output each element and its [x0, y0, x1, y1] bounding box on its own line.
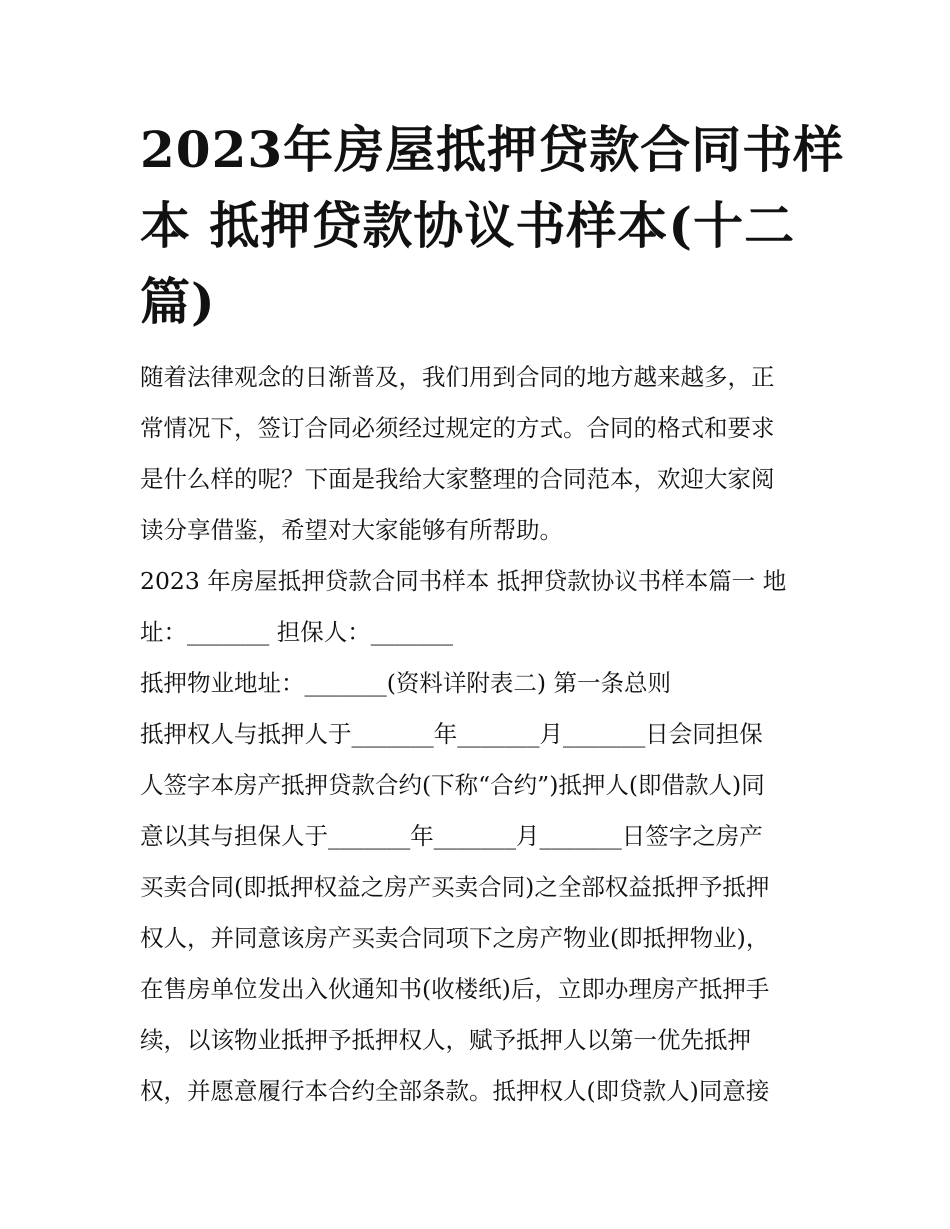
body-line: 权，并愿意履行本合约全部条款。抵押权人(即贷款人)同意接 [140, 1077, 770, 1105]
body-line: 抵押物业地址：_______(资料详附表二) 第一条总则 [140, 669, 672, 697]
body-line: 址：_______ 担保人：_______ [140, 618, 453, 646]
title-line: 篇) [140, 272, 216, 331]
body-line: 权人，并同意该房产买卖合同项下之房产物业(即抵押物业)， [140, 924, 770, 952]
body-line: 是什么样的呢？下面是我给大家整理的合同范本，欢迎大家阅 [140, 465, 775, 493]
title-line: 2023年房屋抵押贷款合同书样 [140, 120, 845, 179]
body-line: 买卖合同(即抵押权益之房产买卖合同)之全部权益抵押予抵押 [140, 873, 770, 901]
body-line: 意以其与担保人于_______年_______月_______日签字之房产 [140, 822, 763, 850]
document-body [140, 352, 830, 1117]
body-line: 随着法律观念的日渐普及，我们用到合同的地方越来越多，正 [140, 363, 775, 391]
document-title [140, 112, 845, 340]
body-line: 常情况下，签订合同必须经过规定的方式。合同的格式和要求 [140, 414, 775, 442]
title-line: 本 抵押贷款协议书样本(十二 [140, 196, 796, 255]
body-line: 人签字本房产抵押贷款合约(下称“合约”)抵押人(即借款人)同 [140, 771, 765, 799]
body-line: 2023 年房屋抵押贷款合同书样本 抵押贷款协议书样本篇一 地 [140, 567, 787, 595]
body-line: 抵押权人与抵押人于_______年_______月_______日会同担保 [140, 720, 763, 748]
body-line: 读分享借鉴，希望对大家能够有所帮助。 [140, 516, 563, 544]
body-line: 续，以该物业抵押予抵押权人，赋予抵押人以第一优先抵押 [140, 1026, 751, 1054]
body-line: 在售房单位发出入伙通知书(收楼纸)后，立即办理房产抵押手 [140, 975, 770, 1003]
